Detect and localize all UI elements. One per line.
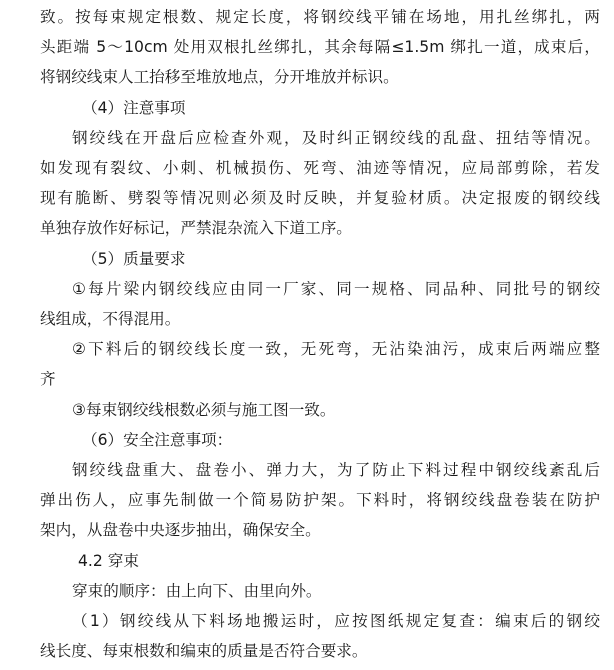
paragraph-line: 弹出伤人，应事先制做一个简易防护架。下料时，将钢绞线盘卷装在防护 — [40, 491, 600, 510]
section-heading: （6）安全注意事项： — [82, 430, 233, 449]
paragraph-line: 单独存放作好标记，严禁混杂流入下道工序。 — [40, 219, 352, 238]
list-item-line: ②下料后的钢绞线长度一致，无死弯，无沾染油污，成束后两端应整 — [72, 340, 600, 359]
list-item-line: 齐 — [40, 370, 56, 389]
section-heading: （4）注意事项 — [82, 98, 186, 117]
paragraph-line: 架内，从盘卷中央逐步抽出，确保安全。 — [40, 521, 321, 540]
paragraph-line: 穿束的顺序：由上向下、由里向外。 — [72, 581, 322, 600]
paragraph-line: 头距端 5～10cm 处用双根扎丝绑扎，其余每隔≤1.5m 绑扎一道，成束后， — [40, 38, 600, 57]
paragraph-line: 线长度、每束根数和编束的质量是否符合要求。 — [40, 642, 368, 661]
section-heading: 4.2 穿束 — [78, 551, 139, 570]
paragraph-line: 将钢绞线束人工抬移至堆放地点，分开堆放并标识。 — [40, 68, 399, 87]
list-item-line: ①每片梁内钢绞线应由同一厂家、同一规格、同品种、同批号的钢绞 — [72, 279, 600, 298]
paragraph-line: 如发现有裂纹、小刺、机械损伤、死弯、油迹等情况，应局部剪除，若发 — [40, 159, 600, 177]
paragraph-line: 致。按每束规定根数、规定长度，将钢绞线平铺在场地，用扎丝绑扎，两 — [40, 8, 600, 26]
paragraph-line: 现有脆断、劈裂等情况则必须及时反映，并复验材质。决定报废的钢绞线 — [40, 189, 600, 208]
list-item-line: 线组成，不得混用。 — [40, 310, 181, 328]
list-item-line: ③每束钢绞线根数必须与施工图一致。 — [72, 400, 336, 419]
section-heading: （5）质量要求 — [82, 249, 186, 268]
paragraph-line: 钢绞线在开盘后应检查外观，及时纠正钢绞线的乱盘、扭结等情况。 — [72, 128, 600, 147]
paragraph-line: 钢绞线盘重大、盘卷小、弹力大，为了防止下料过程中钢绞线紊乱后 — [72, 461, 600, 479]
paragraph-line: （1）钢绞线从下料场地搬运时，应按图纸规定复查：编束后的钢绞 — [72, 612, 600, 630]
